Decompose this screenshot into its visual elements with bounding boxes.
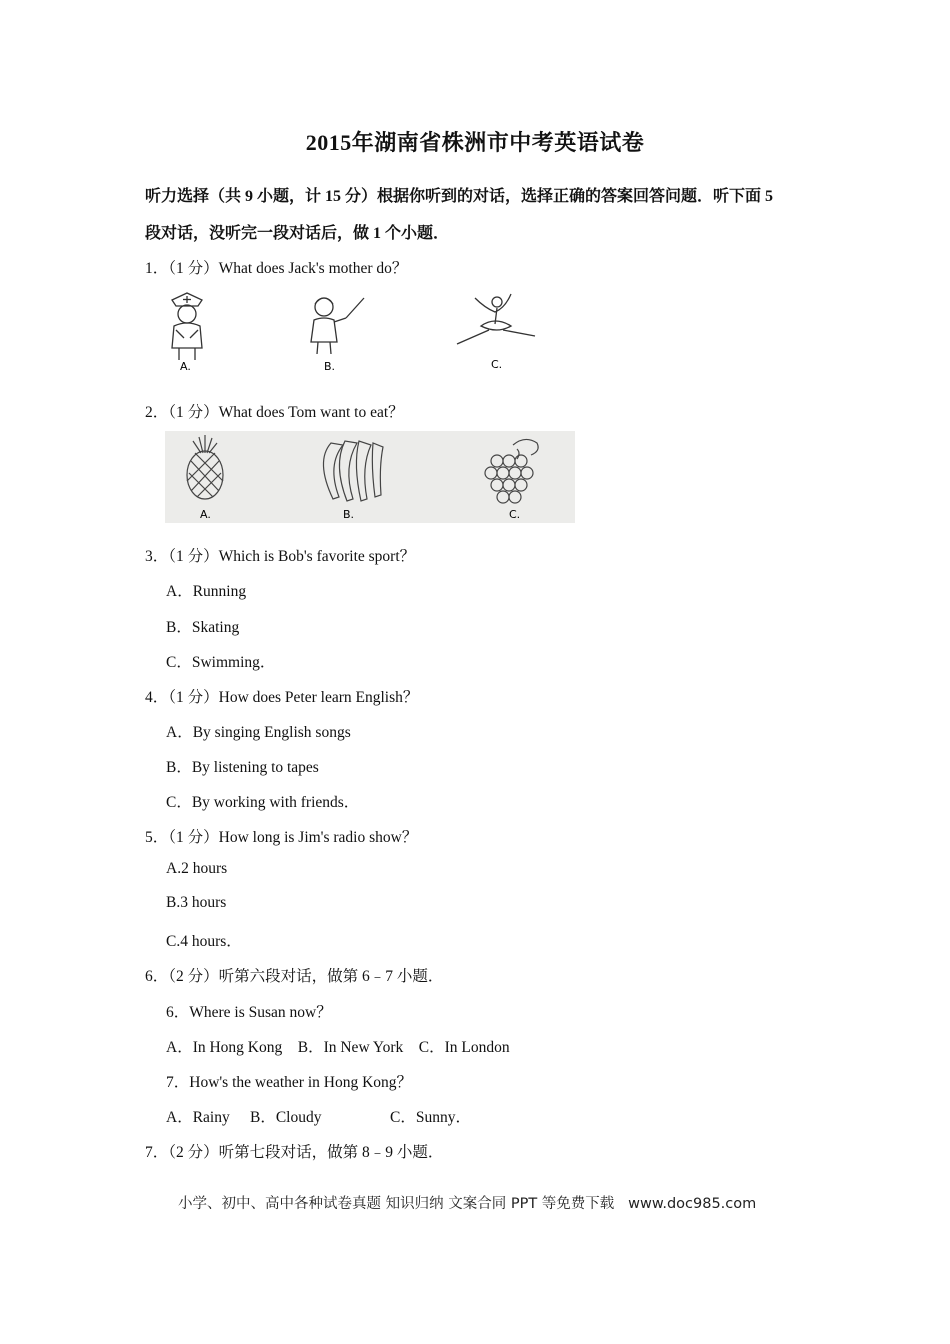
page-footer: 小学、初中、高中各种试卷真题 知识归纳 文案合同 PPT 等免费下载 www.doc985.com [178,1196,757,1212]
q1-option-c-image [445,290,540,372]
q1-option-b-image [302,290,372,372]
question-7: 7．（2 分）听第七段对话，做第 8﹣9 小题． [145,1144,444,1161]
instructions-line-1: 听力选择（共 9 小题，计 15 分）根据你听到的对话，选择正确的答案回答问题．听下面 5 [145,188,774,205]
q6-sub-question-6: 6．Where is Susan now？ [166,1004,332,1021]
q3-option-a: A．Running [166,583,247,600]
q5-option-a: A.2 hours [166,860,228,877]
instructions-line-2: 段对话，没听完一段对话后，做 1 个小题． [145,225,450,242]
question-5: 5．（1 分）How long is Jim's radio show？ [145,829,418,846]
q1-option-b-label: B. [324,360,336,373]
q6-sub-question-7: 7．How's the weather in Hong Kong？ [166,1074,413,1091]
question-3: 3．（1 分）Which is Bob's favorite sport？ [145,548,416,565]
q2-option-c-label: C. [509,508,521,521]
teacher-pointing-figure-icon [311,298,364,354]
q1-option-a-label: A. [180,360,191,373]
q6-sub-question-7-option-c: C．Sunny． [390,1109,471,1126]
q4-option-b: B．By listening to tapes [166,759,319,776]
q4-option-c: C．By working with friends． [166,794,360,811]
dancer-figure-icon [457,294,535,344]
question-6: 6．（2 分）听第六段对话，做第 6﹣7 小题． [145,968,444,985]
q5-option-b: B.3 hours [166,894,227,911]
q3-option-c: C．Swimming． [166,654,276,671]
q1-option-a-image [162,290,212,372]
q3-option-b: B．Skating [166,619,240,636]
nurse-figure-icon [172,293,202,360]
question-4: 4．（1 分）How does Peter learn English？ [145,689,419,706]
q1-option-c-label: C. [491,358,503,371]
q6-sub-question-7-option-b: B．Cloudy [250,1109,322,1126]
q5-option-c: C.4 hours． [166,933,242,950]
question-1: 1．（1 分）What does Jack's mother do？ [145,260,408,277]
q2-option-b-label: B. [343,508,355,521]
q4-option-a: A．By singing English songs [166,724,351,741]
question-2: 2．（1 分）What does Tom want to eat？ [145,404,404,421]
q6-sub-question-7-option-a: A．Rainy [166,1109,230,1126]
q2-option-a-label: A. [200,508,211,521]
page-title: 2015年湖南省株洲市中考英语试卷 [305,130,645,155]
q2-fruit-image-strip [165,431,575,523]
q6-sub-question-6-options: A．In Hong Kong B．In New York C．In London [166,1039,510,1056]
